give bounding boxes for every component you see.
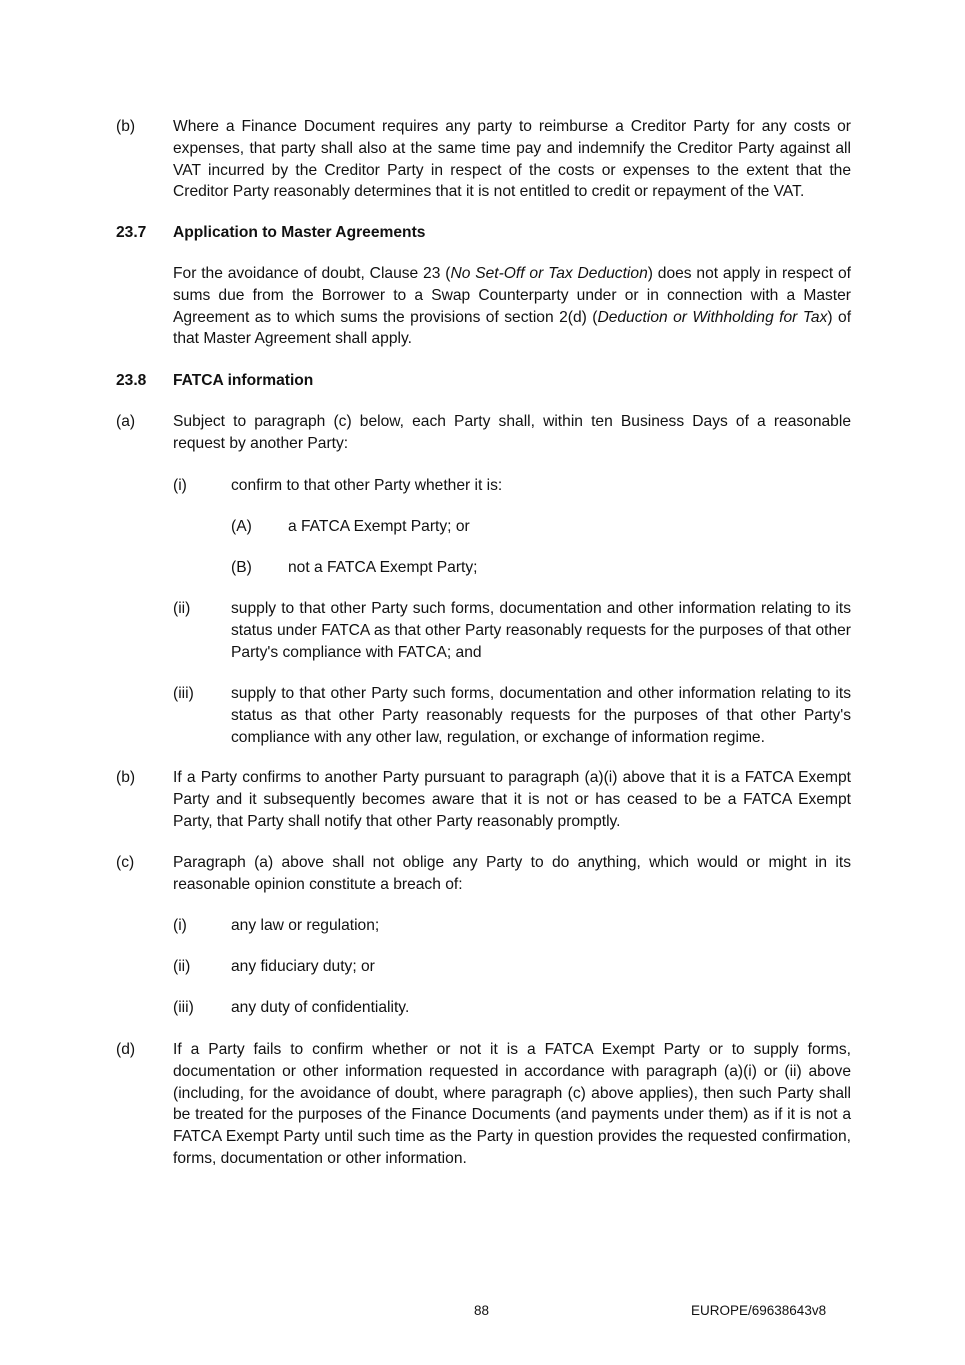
section-23-7-text-2: ) does not apply in respect of sums due from the Borrower to a Swap Counterparty under or in connection with a Master Agreement as to which sums the provisions of section 2(d) ( xyxy=(173,265,851,326)
clause-23-title: No Set-Off or Tax Deduction xyxy=(450,265,648,282)
para-b-text: If a Party confirms to another Party pursuant to paragraph (a)(i) above that it is a FATCA Exempt Party and it subsequently becomes aware that it is not or has ceased to be a FATCA Exempt Party, that Party shall notify that other Party reasonably promptly. xyxy=(173,769,851,830)
para-c-ii-label: (ii) xyxy=(173,958,191,975)
para-a-iii-label: (iii) xyxy=(173,685,194,702)
para-a-ii-label: (ii) xyxy=(173,600,191,617)
section-23-8-number: 23.8 xyxy=(116,372,147,389)
para-c-iii-label: (iii) xyxy=(173,999,194,1016)
section-2d-title: Deduction or Withholding for Tax xyxy=(597,308,828,326)
para-a-i-A-label: (A) xyxy=(231,518,252,535)
section-23-8-heading: FATCA information xyxy=(173,372,314,389)
document-reference: EUROPE/69638643v8 xyxy=(691,1303,827,1318)
para-a-label: (a) xyxy=(116,413,136,430)
para-c-i-label: (i) xyxy=(173,917,187,934)
para-a-i-label: (i) xyxy=(173,477,187,494)
para-a-iii-text: supply to that other Party such forms, documentation and other information relating to its status as that other Party reasonably requests for the purposes of that other Party's compliance with any other law, regulation, or exchange of information regime. xyxy=(231,685,851,746)
para-a-ii-text: supply to that other Party such forms, documentation and other information relating to its status under FATCA as that other Party reasonably requests for the purposes of that other Party's compliance with FATCA; and xyxy=(231,600,851,661)
section-23-7-text-3: ) of that Master Agreement shall apply. xyxy=(173,308,852,348)
para-d-label: (d) xyxy=(116,1041,136,1058)
section-23-7-heading: Application to Master Agreements xyxy=(173,224,426,241)
para-a-i-B-label: (B) xyxy=(231,559,252,576)
section-23-7-text-1: For the avoidance of doubt, Clause 23 ( xyxy=(173,265,451,282)
para-c-text: Paragraph (a) above shall not oblige any Party to do anything, which would or might in its reasonable opinion constitute a breach of: xyxy=(173,854,851,893)
para-a-text: Subject to paragraph (c) below, each Party shall, within ten Business Days of a reasonable request by another Party: xyxy=(173,413,851,452)
section-23-7-number: 23.7 xyxy=(116,224,147,241)
para-b-vat-label: (b) xyxy=(116,118,136,135)
para-c-i-text: any law or regulation; xyxy=(231,917,380,934)
section-23-7-body xyxy=(173,263,851,350)
para-b-vat-text: Where a Finance Document requires any party to reimburse a Creditor Party for any costs or expenses, that party shall also at the same time pay and indemnify the Creditor Party against all VAT incurred by the Creditor Party in respect of the costs or expenses to the extent that the Creditor Party reasonably determines that it is not entitled to credit or repayment of the VAT. xyxy=(173,118,851,201)
para-b-label: (b) xyxy=(116,769,136,786)
para-c-ii-text: any fiduciary duty; or xyxy=(231,958,375,975)
para-c-label: (c) xyxy=(116,854,135,871)
page-number: 88 xyxy=(474,1303,490,1318)
para-a-i-A-text: a FATCA Exempt Party; or xyxy=(288,518,470,535)
para-a-i-B-text: not a FATCA Exempt Party; xyxy=(288,559,478,576)
para-a-i-text: confirm to that other Party whether it is: xyxy=(231,477,503,494)
para-d-text: If a Party fails to confirm whether or not it is a FATCA Exempt Party or to supply forms, documentation or other information requested in accordance with paragraph (a)(i) or (ii) above (including, for the avoidance of doubt, where paragraph (c) above applies), then such Party shall be treated for the purposes of the Finance Documents (and payments under them) as if it is not a FATCA Exempt Party until such time as the Party in question provides the requested confirmation, forms, documentation or other information. xyxy=(173,1041,851,1167)
para-c-iii-text: any duty of confidentiality. xyxy=(231,999,410,1016)
